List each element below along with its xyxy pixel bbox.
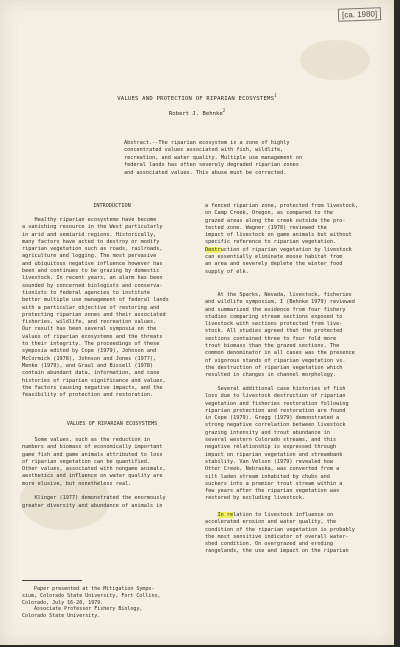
paper-stain <box>300 40 370 80</box>
paper-title <box>0 93 394 102</box>
right-paragraph-2: At the Sparks, Nevada, livestock, fisheries and wildlife symposium, I (Behnke 1979) reviewed and summarized the evidence from four fishery studies comparing stream sections exposed to livestock with sections protected from live- stock. All studies agreed that the protected sections contained three to four fold more trout biomass than the grazed sections. The common denominator in all cases was the presence of vigorous stands of riparian vegetation vs. the destruction of riparian vegetation which resulted in changes in channel morphology. <box>205 292 355 379</box>
footnote-rule <box>22 580 82 581</box>
footnotes: Paper presented at the Mitigation Sympo- sium, Colorado State University, Fort Collins, Colorado, July 16-20, 1979. Associate Professor Fishery Biology, Colorado State University. <box>22 586 161 620</box>
highlighted-text: Destr <box>205 246 221 253</box>
p1-text: a fenced riparian zone, protected from livestock, on Camp Creek, Oregon, as compared to the grazed areas along the creek outside the pro- tected zone. Wagner (1978) reviewed the impact of livestock on game animals but without specific reference to riparian vegetation. <box>205 203 359 246</box>
author-footnote-mark: 2 <box>222 108 226 113</box>
introduction-text: Healthy riparian ecosystems have become a vanishing resource in the West particularly in arid and semiarid regions. Historically, many factors have acted to destroy or modify riparian vegetation such as roads, railroads, agriculture and logging. The most pervasive and ubiquitous negative influence however has been and continues to be grazing by domestic livestock. In recent years, an alarm has been sounded by concerned biologists and conserva- tionists to federal agencies to institute better multiple use management of federal lands with a particular objective of restoring and protecting riparian zones and their associated fisheries, wildlife, and recreation values. Our result has been several symposia on the values of riparian ecosystems and the threats to their integrity. The proceedings of these symposia edited by Cope (1979), Johnson and McCormick (1978), Johnson and Jones (1977), Menke (1979), and Graul and Bissell (1978) contain abundant data, information, and case histories of riparian significance and values, the factors causing negative impacts, and the feasibility of protection and restoration. <box>22 217 169 399</box>
right-paragraph-1 <box>205 203 390 276</box>
values-text: Some values, such as the reduction in numbers and biomass of economically important game fish and game animals attributed to loss of riparian vegetation can be quantified. Other values, associated with nongame animals, aesthetics and influence on water quality are more elusive, but nonetheless real. Klinger (1977) demonstrated the enormously greater diversity and abundance of animals in <box>22 437 166 509</box>
p4-indent <box>205 512 218 518</box>
date-stamp: [ca. 1980] <box>338 7 382 21</box>
p1-text-cont: uction of riparian vegetation by livestock can essentially eliminate moose habitat from an area and severely deplete the winter food supply of elk. <box>205 246 352 275</box>
abstract: Abstract.--The riparian ecosystem is a zone of highly concentrated values associated with fish, wildlife, recreation, and water quality. Multiple use management on federal lands has often severely degraded riparian zones and associated values. This abuse must be corrected. <box>124 140 303 176</box>
author-name: Robert J. Behnke <box>168 110 223 117</box>
right-paragraph-4 <box>205 512 390 556</box>
highlighted-text: In re <box>217 512 234 518</box>
introduction-heading: INTRODUCTION <box>93 203 131 209</box>
values-heading: VALUES OF RIPARIAN ECOSYSTEMS <box>66 421 158 427</box>
title-footnote-mark: 1 <box>274 93 277 98</box>
author-line <box>0 108 394 117</box>
p4-text: lation to livestock influence on accelerated erosion and water quality, the condition of the riparian vegetation is probably the most sensitive indicator of overall water- shed condition. On overgrazed and eroding rangelands, the use and impact on the riparian <box>205 512 355 555</box>
right-paragraph-3: Several additional case histories of fish loss due to livestock destruction of riparian vegetation and fisheries restoration following riparian protection and restoration are found in Cope (1979). Gregg (1979) demonstrated a strong negative correlation between livestock grazing intensity and trout abundance in several western Colorado streams, and this negative relationship is expressed through impact on riparian vegetation and streambank stability. Van Velson (1979) revealed how Otter Creek, Nebraska, was converted from a silt laden stream inhabited by chubs and suckers into a premier trout stream within a few years after the riparian vegetation was restored by excluding livestock. <box>205 386 349 502</box>
title-text: VALUES AND PROTECTION OF RIPARIAN ECOSYSTEMS <box>117 95 275 102</box>
